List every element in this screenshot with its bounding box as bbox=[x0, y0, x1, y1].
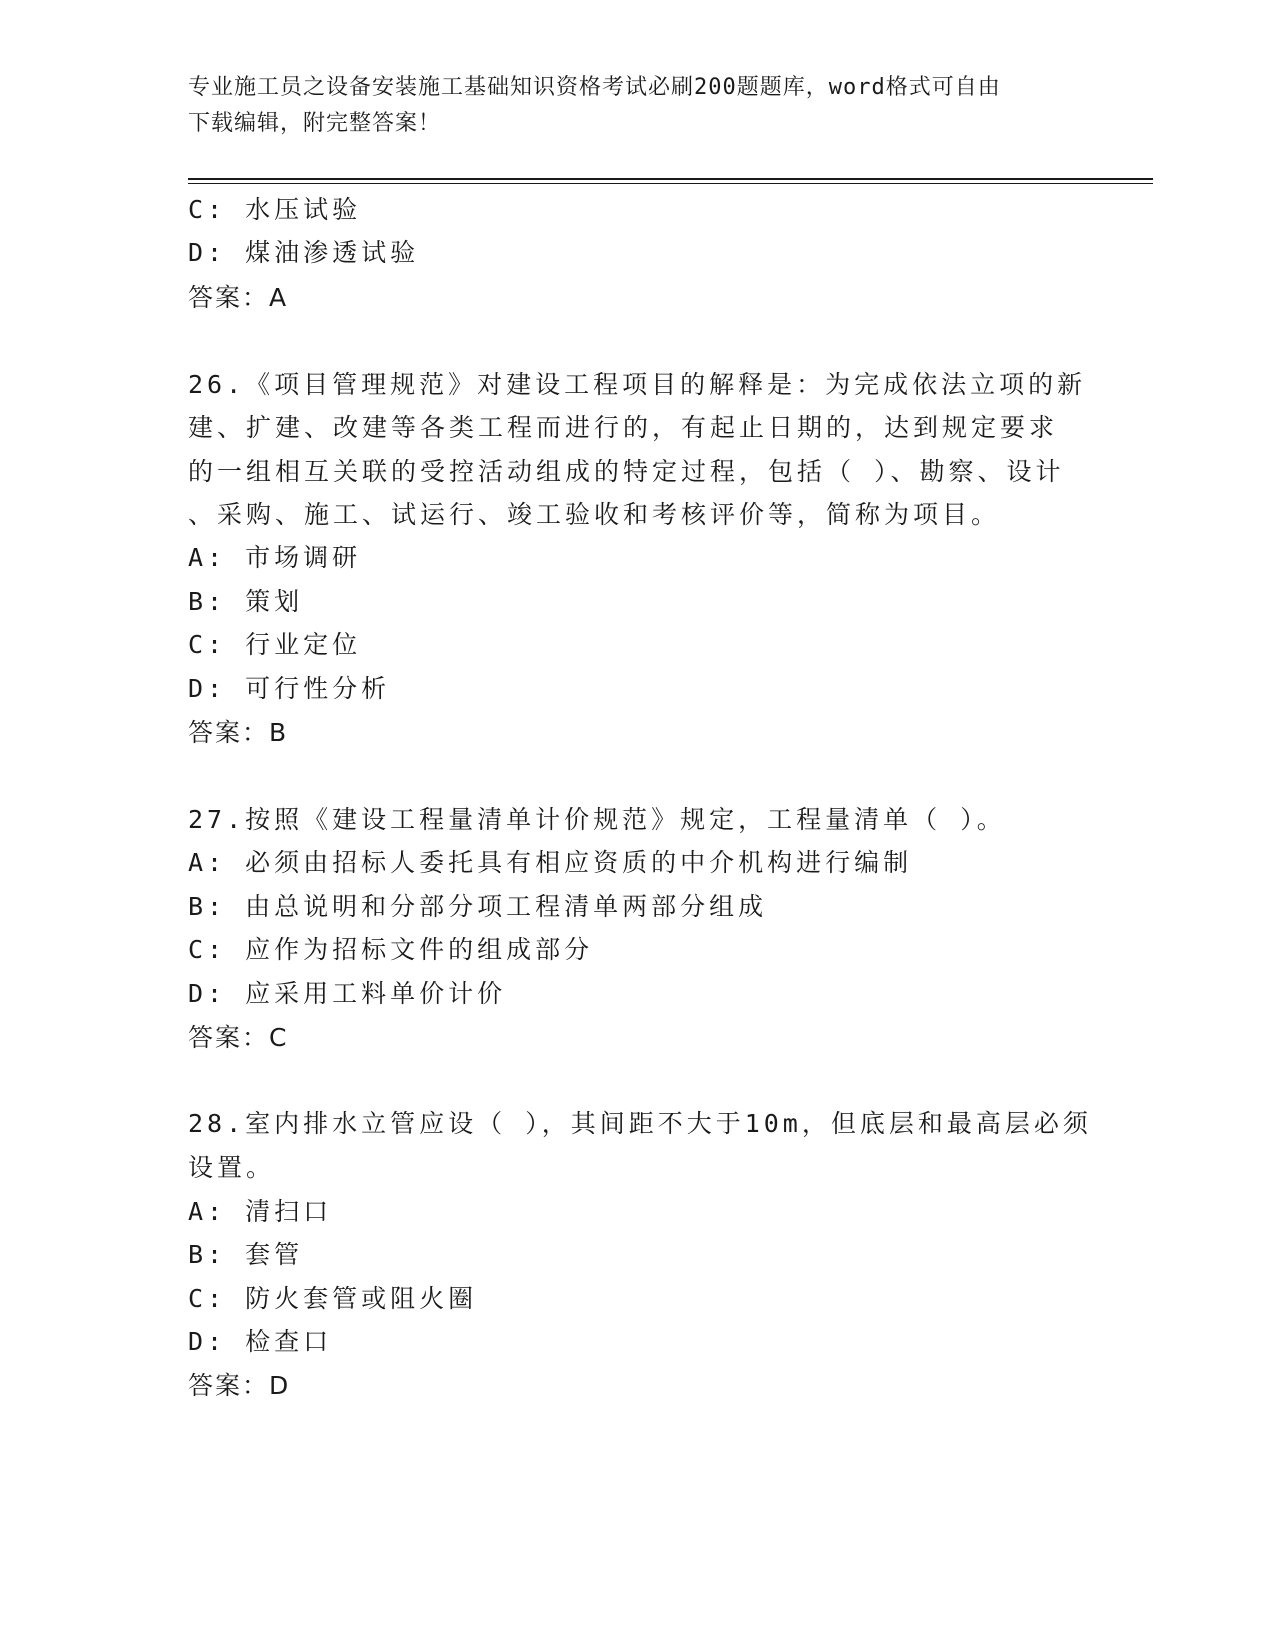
question-line: 28.室内排水立管应设（ ），其间距不大于10m，但底层和最高层必须 bbox=[188, 1109, 1092, 1138]
question-line: 、采购、施工、试运行、竣工验收和考核评价等，简称为项目。 bbox=[188, 500, 1001, 529]
option-d: D: 煤油渗透试验 bbox=[188, 238, 420, 267]
option-c: C: 行业定位 bbox=[188, 630, 362, 659]
option-b: B: 套管 bbox=[188, 1240, 304, 1269]
option-a: A: 市场调研 bbox=[188, 543, 362, 572]
option-b: B: 策划 bbox=[188, 587, 304, 616]
question-line: 建、扩建、改建等各类工程而进行的，有起止日期的，达到规定要求 bbox=[188, 413, 1059, 442]
answer-line: 答案：A bbox=[188, 283, 289, 312]
option-c: C: 防火套管或阻火圈 bbox=[188, 1284, 478, 1313]
question-line: 26.《项目管理规范》对建设工程项目的解释是：为完成依法立项的新 bbox=[188, 370, 1087, 399]
header-divider-thick bbox=[188, 178, 1153, 180]
question-line: 27.按照《建设工程量清单计价规范》规定，工程量清单（ ）。 bbox=[188, 805, 1006, 834]
option-a: A: 必须由招标人委托具有相应资质的中介机构进行编制 bbox=[188, 848, 913, 877]
answer-line: 答案：B bbox=[188, 718, 289, 747]
option-d: D: 应采用工料单价计价 bbox=[188, 979, 507, 1008]
header-line-2: 下载编辑，附完整答案！ bbox=[188, 111, 442, 136]
option-d: D: 检查口 bbox=[188, 1327, 333, 1356]
header-line-1: 专业施工员之设备安装施工基础知识资格考试必刷200题题库，word格式可自由 bbox=[188, 75, 1001, 100]
option-c: C: 应作为招标文件的组成部分 bbox=[188, 935, 594, 964]
question-line: 设置。 bbox=[188, 1153, 276, 1182]
option-c: C: 水压试验 bbox=[188, 195, 362, 224]
option-b: B: 由总说明和分部分项工程清单两部分组成 bbox=[188, 892, 768, 921]
header-divider-thin bbox=[188, 183, 1153, 184]
question-line: 的一组相互关联的受控活动组成的特定过程，包括（ ）、勘察、设计 bbox=[188, 457, 1065, 486]
option-a: A: 清扫口 bbox=[188, 1197, 333, 1226]
answer-line: 答案：C bbox=[188, 1023, 289, 1052]
document-header bbox=[188, 70, 1088, 142]
option-d: D: 可行性分析 bbox=[188, 674, 391, 703]
answer-line: 答案：D bbox=[188, 1371, 291, 1400]
